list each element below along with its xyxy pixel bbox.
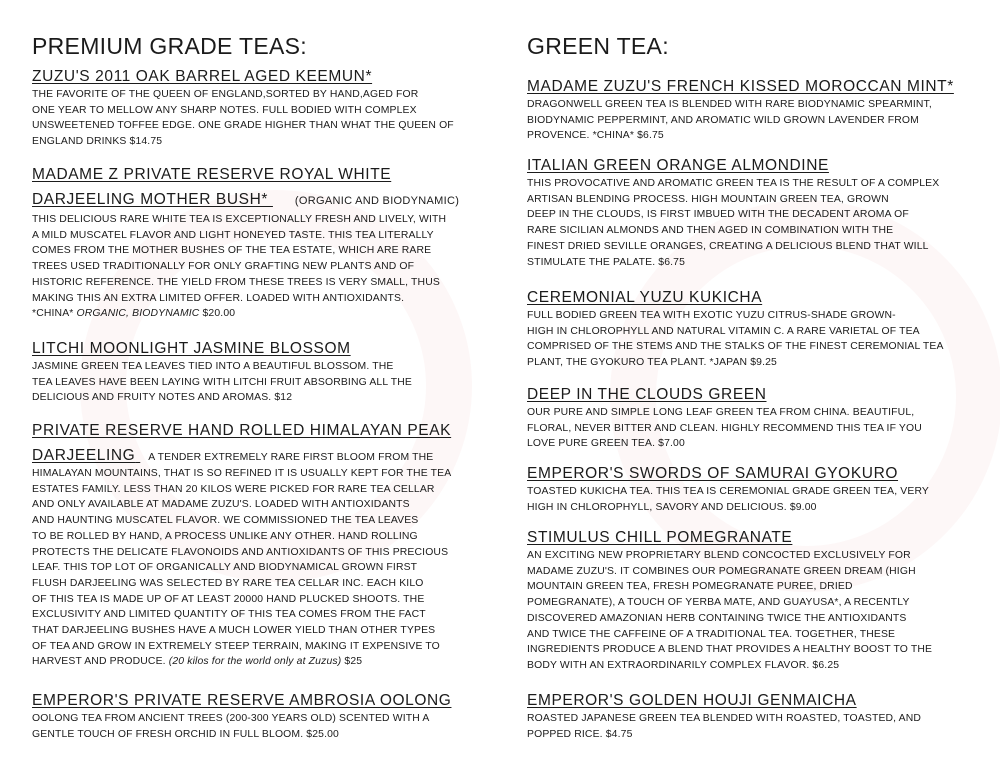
tea-description: JASMINE GREEN TEA LEAVES TIED INTO A BEAUTIFUL BLOSSOM. THE TEA LEAVES HAVE BEEN LAYING WITH LITCHI FRUIT ABSORBING ALL THE DELICIOUS AND FRUITY NOTES AND AROMAS. $12 [32, 361, 412, 404]
tea-item [527, 463, 972, 515]
tea-item [527, 384, 972, 452]
tea-title: MADAME Z PRIVATE RESERVE ROYAL WHITE [32, 166, 392, 183]
tea-title: ZUZU'S 2011 OAK BARREL AGED KEEMUN* [32, 68, 373, 85]
tea-item [527, 155, 972, 270]
tea-description: OOLONG TEA FROM ANCIENT TREES (200-300 YEARS OLD) SCENTED WITH A GENTLE TOUCH OF FRESH ORCHID IN FULL BLOOM. $25.00 [32, 713, 430, 740]
tea-item [527, 287, 972, 371]
tea-title: EMPEROR'S GOLDEN HOUJI GENMAICHA [527, 692, 857, 709]
tea-item [32, 66, 477, 150]
tea-item [32, 164, 477, 322]
tea-description: OUR PURE AND SIMPLE LONG LEAF GREEN TEA FROM CHINA. BEAUTIFUL, FLORAL, NEVER BITTER AND CLEAN. HIGHLY RECOMMEND THIS TEA IF YOU LOVE PURE GREEN TEA. $7.00 [527, 407, 922, 450]
tea-description: DRAGONWELL GREEN TEA IS BLENDED WITH RARE BIODYNAMIC SPEARMINT, BIODYNAMIC PEPPERMINT, AND AROMATIC WILD GROWN LAVENDER FROM PROVENCE. *CHINA* $6.75 [527, 99, 932, 142]
tea-description: AN EXCITING NEW PROPRIETARY BLEND CONCOCTED EXCLUSIVELY FOR MADAME ZUZU'S. IT COMBINES OUR POMEGRANATE GREEN DREAM (HIGH MOUNTAIN GREEN TEA, FRESH POMEGRANATE PUREE, DRIED POMEGRANATE), A TOUCH OF YERBA MATE, AND GUAYUSA*, A RECENTLY DISCOVERED AMAZONIAN HERB CONTAINING TWICE THE ANTIOXIDANTS AND TWICE THE CAFFEINE OF A TRADITIONAL TEA. TOGETHER, THESE INGREDIENTS PRODUCE A BLEND THAT PROVIDES A HEALTHY BOOST TO THE BODY WITH AN EXTRAORDINARILY COMPLEX FLAVOR. $6.25 [527, 550, 933, 671]
tea-description: TOASTED KUKICHA TEA. THIS TEA IS CEREMONIAL GRADE GREEN TEA, VERY HIGH IN CHLOROPHYLL, SAVORY AND DELICIOUS. $9.00 [527, 486, 930, 513]
tea-item [527, 527, 972, 674]
tea-description: FULL BODIED GREEN TEA WITH EXOTIC YUZU CITRUS-SHADE GROWN- HIGH IN CHLOROPHYLL AND NATURAL VITAMIN C. A RARE VARIETAL OF TEA COMPRISED OF THE STEMS AND THE STALKS OF THE FINEST CEREMONIAL TEA PLANT, THE GYOKURO TEA PLANT. *JAPAN $9.25 [527, 310, 944, 369]
tea-title: PRIVATE RESERVE HAND ROLLED HIMALAYAN PEAK [32, 422, 452, 439]
tea-item [32, 420, 477, 670]
tea-title: STIMULUS CHILL POMEGRANATE [527, 529, 793, 546]
tea-title: MADAME ZUZU'S FRENCH KISSED MOROCCAN MINT* [527, 78, 954, 95]
section-heading-green: GREEN TEA: [527, 33, 669, 59]
tea-item [32, 338, 477, 406]
tea-description: HIMALAYAN MOUNTAINS, THAT IS SO REFINED IT IS USUALLY KEPT FOR THE TEA ESTATES FAMILY. LESS THAN 20 KILOS WERE PICKED FOR RARE TEA CELLAR AND ONLY AVAILABLE AT MADAME ZUZU'S. LOADED WITH ANTIOXIDANTS AND HAUNTING MUSCATEL FLAVOR. WE COMMISSIONED THE TEA LEAVES TO BE ROLLED BY HAND, A PROCESS UNLIKE ANY OTHER. HAND ROLLING PROTECTS THE DELICATE FLAVONOIDS AND ANTIOXIDANTS OF THIS PRECIOUS LEAF. THIS TOP LOT OF ORGANICALLY AND BIODYNAMICAL GROWN FIRST FLUSH DARJEELING WAS SELECTED BY RARE TEA CELLAR INC. EACH KILO OF THIS TEA IS MADE UP OF AT LEAST 20000 HAND PLUCKED SHOOTS. THE EXCLUSIVITY AND LIMITED QUANTITY OF THIS TEA COMES FROM THE FACT THAT DARJEELING BUSHES HAVE A MUCH LOWER YIELD THAN OTHER TYPES OF TEA AND GROW IN EXTREMELY STEEP TERRAIN, MAKING IT EXPENSIVE TO HARVEST AND PRODUCE. (20 kilos for the world only at Zuzus) $25 [32, 468, 452, 668]
tea-title: LITCHI MOONLIGHT JASMINE BLOSSOM [32, 340, 351, 357]
tea-title-line-2: DARJEELING A TENDER EXTREMELY RARE FIRST BLOOM FROM THE [32, 447, 434, 464]
tea-description: THE FAVORITE OF THE QUEEN OF ENGLAND,SORTED BY HAND,AGED FOR ONE YEAR TO MELLOW ANY SHARP NOTES. FULL BODIED WITH COMPLEX UNSWEETENED TOFFEE EDGE. ONE GRADE HIGHER THAN WHAT THE QUEEN OF ENGLAND DRINKS $14.75 [32, 89, 454, 148]
tea-title: DEEP IN THE CLOUDS GREEN [527, 386, 767, 403]
tea-title-note: (ORGANIC AND BIODYNAMIC) [294, 195, 460, 207]
tea-item [32, 690, 477, 742]
tea-description: THIS DELICIOUS RARE WHITE TEA IS EXCEPTIONALLY FRESH AND LIVELY, WITH A MILD MUSCATEL FLAVOR AND LIGHT HONEYED TASTE. THIS TEA LITERALLY COMES FROM THE MOTHER BUSHES OF THE TEA ESTATE, WHICH ARE RARE TREES USED TRADITIONALLY FOR ONLY GRAFTING NEW PLANTS AND OF HISTORIC REFERENCE. THE YIELD FROM THESE TREES IS VERY SMALL, THUS MAKING THIS AN EXTRA LIMITED OFFER. LOADED WITH ANTIOXIDANTS. *CHINA* ORGANIC, BIODYNAMIC $20.00 [32, 214, 447, 320]
tea-description-start: A TENDER EXTREMELY RARE FIRST BLOOM FROM THE [148, 452, 434, 463]
tea-title-line-2: DARJEELING MOTHER BUSH* (ORGANIC AND BIODYNAMIC) [32, 189, 477, 212]
tea-title: EMPEROR'S SWORDS OF SAMURAI GYOKURO [527, 465, 899, 482]
tea-item [527, 76, 972, 144]
tea-item [527, 690, 972, 742]
tea-title: CEREMONIAL YUZU KUKICHA [527, 289, 763, 306]
tea-description: THIS PROVOCATIVE AND AROMATIC GREEN TEA IS THE RESULT OF A COMPLEX ARTISAN BLENDING PROCESS. HIGH MOUNTAIN GREEN TEA, GROWN DEEP IN THE CLOUDS, IS FIRST IMBUED WITH THE DECADENT AROMA OF RARE SICILIAN ALMONDS AND THEN AGED IN COMBINATION WITH THE FINEST DRIED SEVILLE ORANGES, CREATING A DELICIOUS BLEND THAT WILL STIMULATE THE PALATE. $6.75 [527, 178, 940, 268]
tea-description: ROASTED JAPANESE GREEN TEA BLENDED WITH ROASTED, TOASTED, AND POPPED RICE. $4.75 [527, 713, 922, 740]
section-heading-premium: PREMIUM GRADE TEAS: [32, 33, 307, 59]
tea-title: ITALIAN GREEN ORANGE ALMONDINE [527, 157, 829, 174]
tea-title: EMPEROR'S PRIVATE RESERVE AMBROSIA OOLONG [32, 692, 452, 709]
